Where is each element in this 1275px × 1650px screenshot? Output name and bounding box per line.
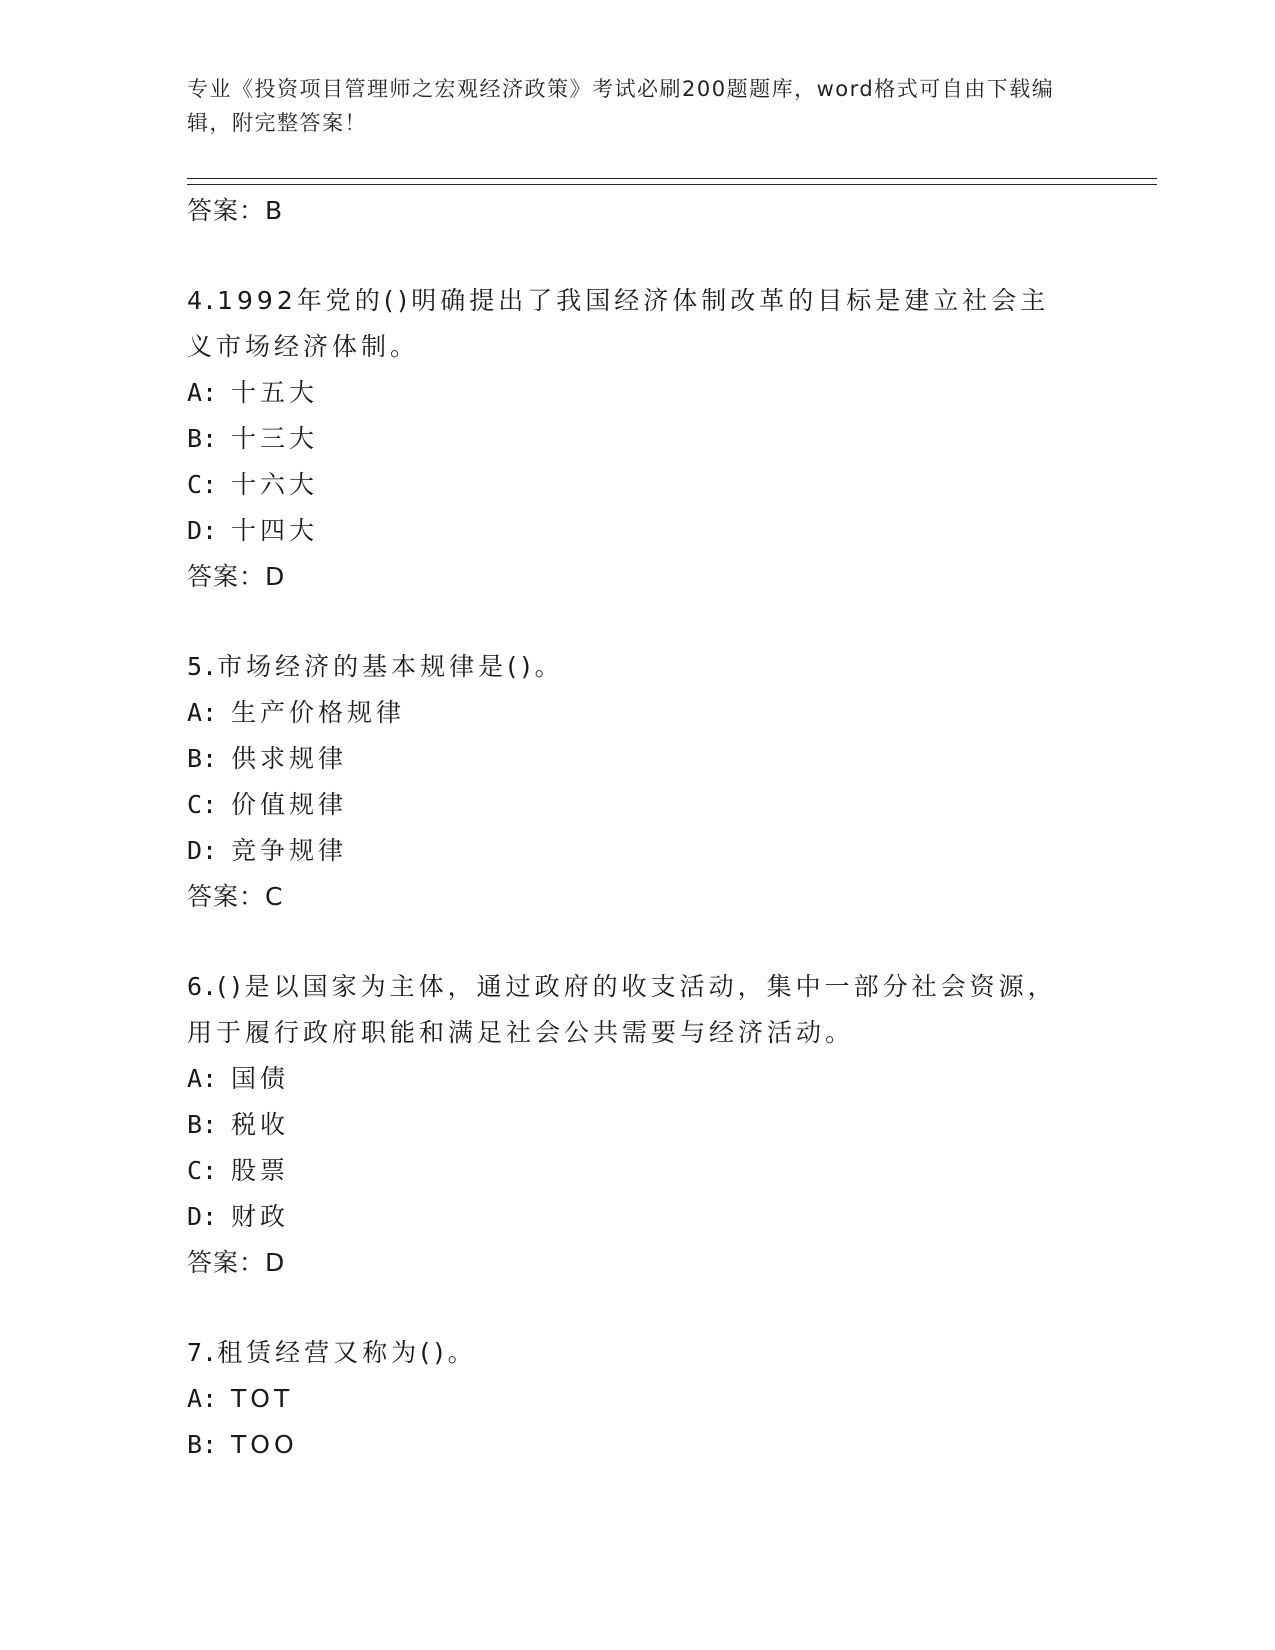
answer-label: 答案： — [187, 196, 266, 225]
option-text: TOT — [231, 1384, 294, 1413]
answer-line — [187, 554, 1067, 600]
option-label: C: — [187, 1156, 218, 1185]
answer-option — [187, 828, 1067, 874]
answer-value: B — [265, 196, 284, 225]
option-text: 十六大 — [231, 470, 319, 499]
option-label: D: — [187, 836, 218, 865]
question-text: 市场经济的基本规律是()。 — [217, 652, 564, 681]
answer-option — [187, 1148, 1067, 1194]
option-text: TOO — [231, 1430, 298, 1459]
question-number: 6. — [187, 972, 218, 1001]
answer-option — [187, 782, 1067, 828]
header-divider — [187, 178, 1157, 185]
option-label: D: — [187, 1202, 218, 1231]
answer-option — [187, 736, 1067, 782]
option-text: 十四大 — [231, 516, 319, 545]
answer-line — [187, 1240, 1067, 1286]
answer-label: 答案： — [187, 1248, 266, 1277]
option-label: B: — [187, 744, 218, 773]
option-label: B: — [187, 1110, 218, 1139]
answer-option — [187, 462, 1067, 508]
option-text: 国债 — [231, 1064, 290, 1093]
question-text: ()是以国家为主体，通过政府的收支活动，集中一部分社会资源，用于履行政府职能和满足社会公共需要与经济活动。 — [187, 972, 1057, 1047]
option-text: 价值规律 — [231, 790, 348, 819]
answer-label: 答案： — [187, 882, 266, 911]
question-list — [187, 188, 1067, 1468]
question-stem — [187, 964, 1067, 1056]
option-label: A: — [187, 378, 218, 407]
option-text: 股票 — [231, 1156, 290, 1185]
option-label: B: — [187, 424, 218, 453]
option-label: A: — [187, 1064, 218, 1093]
answer-value: D — [265, 562, 286, 591]
option-label: D: — [187, 516, 218, 545]
question-block — [187, 644, 1067, 920]
answer-option — [187, 1376, 1067, 1422]
question-number: 5. — [187, 652, 218, 681]
question-number: 7. — [187, 1338, 218, 1367]
question-block — [187, 1330, 1067, 1468]
question-text: 1992年党的()明确提出了我国经济体制改革的目标是建立社会主义市场经济体制。 — [187, 286, 1050, 361]
answer-line — [187, 874, 1067, 920]
option-label: B: — [187, 1430, 218, 1459]
question-block — [187, 278, 1067, 600]
option-text: 十三大 — [231, 424, 319, 453]
option-label: C: — [187, 790, 218, 819]
document-header: 专业《投资项目管理师之宏观经济政策》考试必刷200题题库，word格式可自由下载编辑，附完整答案！ — [187, 77, 1055, 135]
answer-option — [187, 1422, 1067, 1468]
question-stem — [187, 644, 1067, 690]
question-stem — [187, 1330, 1067, 1376]
option-label: A: — [187, 1384, 218, 1413]
answer-option — [187, 416, 1067, 462]
answer-label: 答案： — [187, 562, 266, 591]
answer-option — [187, 690, 1067, 736]
answer-value: D — [265, 1248, 286, 1277]
option-text: 供求规律 — [231, 744, 348, 773]
answer-value: C — [265, 882, 284, 911]
answer-option — [187, 1194, 1067, 1240]
answer-option — [187, 508, 1067, 554]
option-text: 财政 — [231, 1202, 290, 1231]
option-label: A: — [187, 698, 218, 727]
document-page — [187, 0, 1157, 1650]
answer-line — [187, 188, 1067, 234]
answer-option — [187, 370, 1067, 416]
option-text: 生产价格规律 — [231, 698, 406, 727]
questions-container — [187, 278, 1067, 1468]
question-number: 4. — [187, 286, 218, 315]
option-text: 竞争规律 — [231, 836, 348, 865]
option-label: C: — [187, 470, 218, 499]
option-text: 税收 — [231, 1110, 290, 1139]
question-block — [187, 964, 1067, 1286]
option-text: 十五大 — [231, 378, 319, 407]
question-stem — [187, 278, 1067, 370]
answer-option — [187, 1102, 1067, 1148]
answer-option — [187, 1056, 1067, 1102]
question-text: 租赁经营又称为()。 — [217, 1338, 477, 1367]
